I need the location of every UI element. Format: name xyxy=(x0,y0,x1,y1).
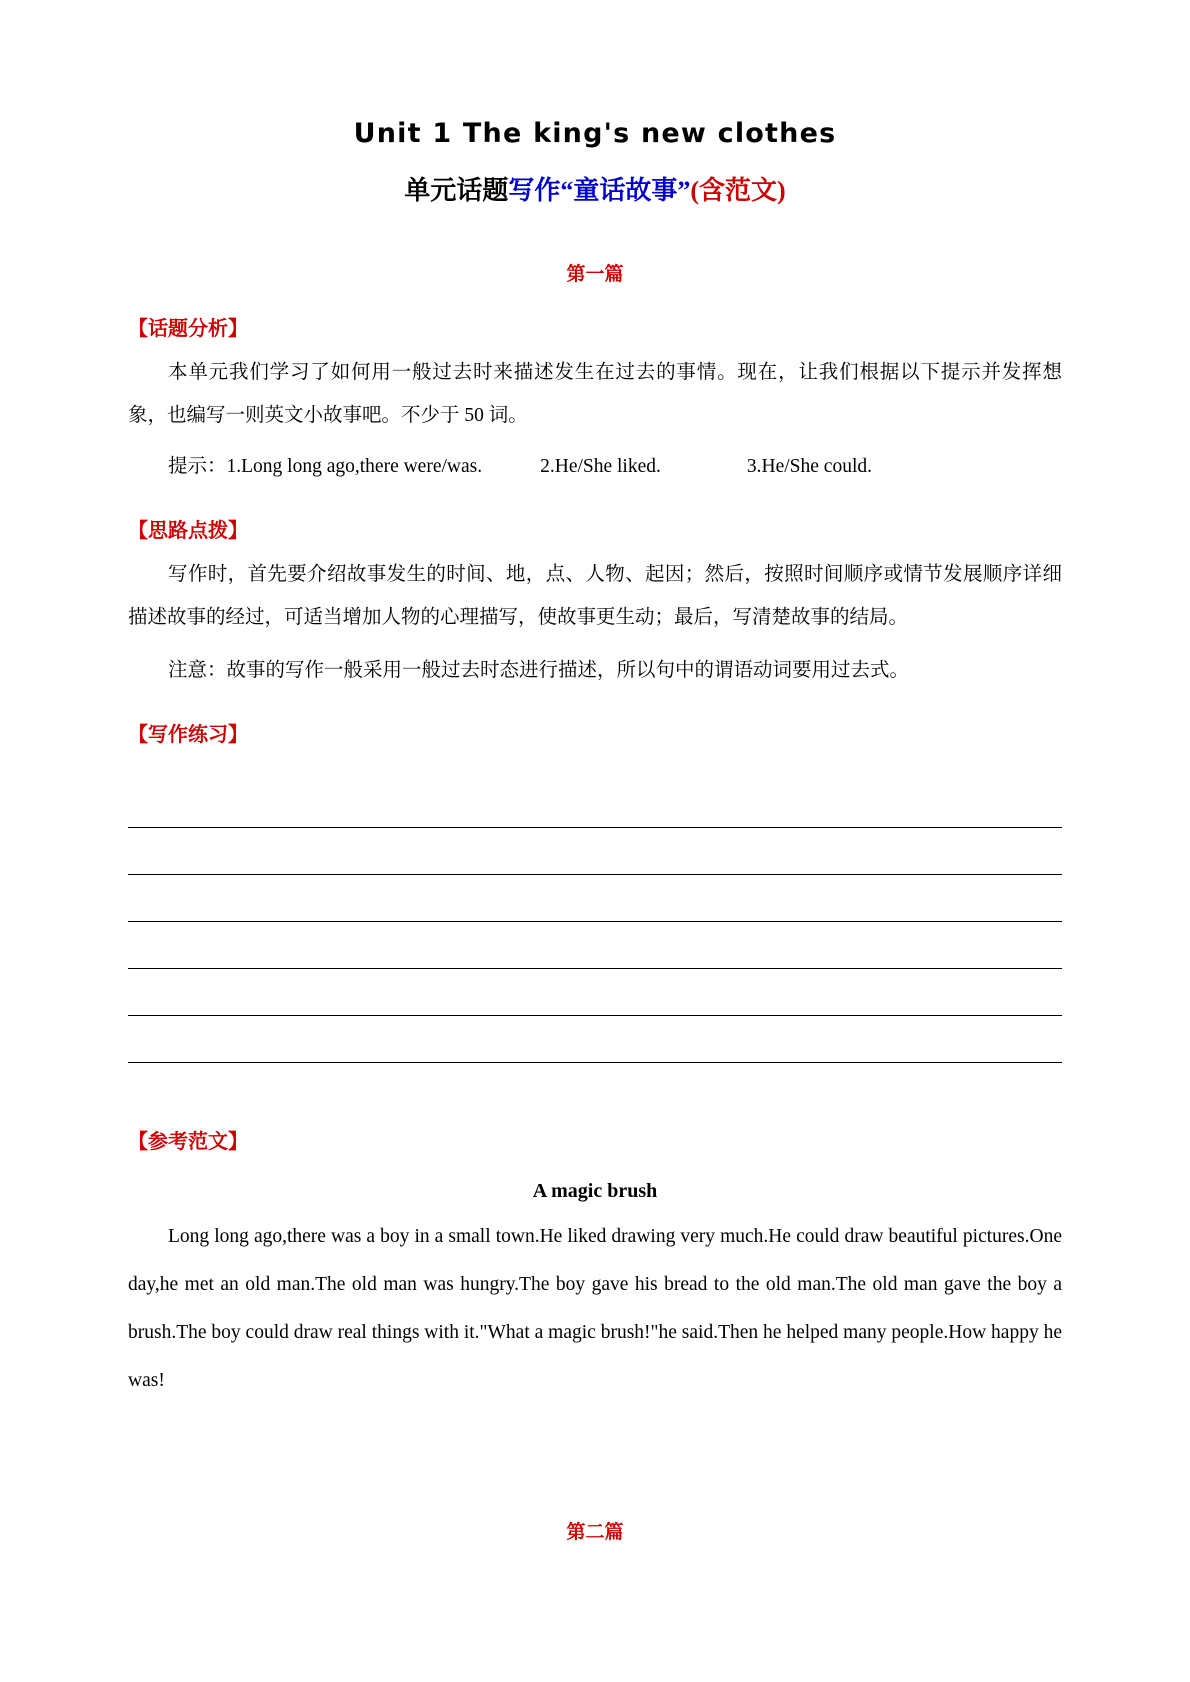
model-essay-title: A magic brush xyxy=(532,1180,658,1203)
writing-line[interactable] xyxy=(128,969,1062,1016)
piece-two-label: 第二篇 xyxy=(566,1522,624,1544)
hint-item-3: 3.He/She could. xyxy=(746,456,872,478)
guidance-paragraph: 写作时，首先要介绍故事发生的时间、地，点、人物、起因；然后，按照时间顺序或情节发展顺序详细描述故事的经过，可适当增加人物的心理描写，使故事更生动；最后，写清楚故事的结局。 xyxy=(128,564,1062,629)
hint-item-2: 2.He/She liked. xyxy=(540,456,661,478)
subtitle-part-fairy-tale: “童话故事” xyxy=(560,176,691,205)
hint-label: 提示： xyxy=(168,456,227,478)
writing-line[interactable] xyxy=(128,922,1062,969)
piece-one-label: 第一篇 xyxy=(566,264,624,286)
writing-line[interactable] xyxy=(128,828,1062,875)
writing-line[interactable] xyxy=(128,1016,1062,1063)
subtitle-part-unit-topic: 单元话题 xyxy=(404,176,509,205)
page-title: Unit 1 The king's new clothes xyxy=(353,118,837,149)
writing-line[interactable] xyxy=(128,875,1062,922)
section-heading-topic-analysis: 【话题分析】 xyxy=(128,318,248,341)
writing-line[interactable] xyxy=(128,781,1062,828)
section-heading-guidance: 【思路点拨】 xyxy=(128,520,248,543)
section-heading-model-essay: 【参考范文】 xyxy=(128,1131,248,1154)
topic-analysis-hints xyxy=(128,445,1062,488)
hint-item-1: 1.Long long ago,there were/was. xyxy=(226,456,483,478)
page-subtitle xyxy=(128,173,1062,209)
guidance-note: 注意：故事的写作一般采用一般过去时态进行描述，所以句中的谓语动词要用过去式。 xyxy=(168,660,910,682)
section-heading-writing-practice: 【写作练习】 xyxy=(128,724,248,747)
writing-practice-lines[interactable] xyxy=(128,781,1062,1063)
topic-analysis-paragraph: 本单元我们学习了如何用一般过去时来描述发生在过去的事情。现在，让我们根据以下提示并发挥想象，也编写一则英文小故事吧。不少于 50 词。 xyxy=(128,362,1062,427)
subtitle-part-with-model: (含范文) xyxy=(690,176,786,205)
subtitle-part-writing: 写作 xyxy=(508,176,561,205)
model-essay-body: Long long ago,there was a boy in a small town.He liked drawing very much.He could draw beautiful pictures.One day,he met an old man.The old man was hungry.The boy gave his bread to the old man.The old man gave the boy a brush.The boy could draw real things with it."What a magic brush!"he said.Then he helped many people.How happy he was! xyxy=(128,1226,1062,1392)
